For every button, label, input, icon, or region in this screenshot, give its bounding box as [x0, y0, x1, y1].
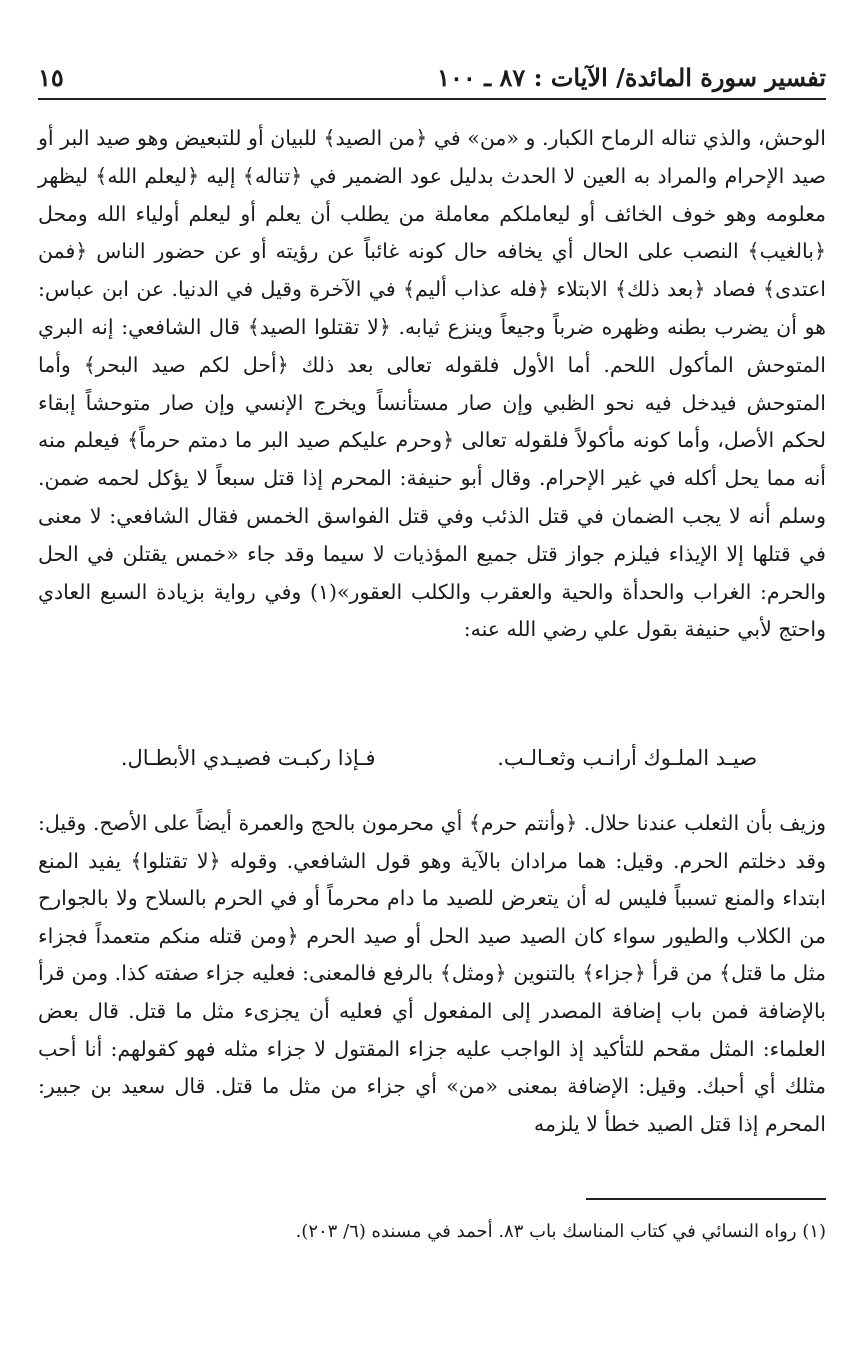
footnote-divider — [586, 1198, 826, 1200]
running-title: تفسير سورة المائدة/ الآيات : ٨٧ ـ ١٠٠ — [437, 63, 826, 92]
paragraph: وزيف بأن الثعلب عندنا حلال. ﴿وأنتم حرم﴾ أي محرمون بالحج والعمرة أيضاً على الأصح. وقيل: وقد دخلتم الحرم. وقيل: هما مرادان بالآية وهو قول الشافعي. وقوله ﴿لا تقتلوا﴾ يفيد المنع ابتداء والمنع تسبباً فليس له أن يتعرض للصيد ما دام محرماً أو في الحرم بالسلاح ولا بالجوارح من الكلاب والطيور سواء كان الصيد صيد الحل أو صيد الحرم ﴿ومن قتله منكم متعمداً فجزاء مثل ما قتل﴾ من قرأ ﴿جزاء﴾ بالتنوين ﴿ومثل﴾ بالرفع فالمعنى: فعليه جزاء صفته كذا. ومن قرأ بالإضافة فمن باب إضافة المصدر إلى المفعول أي فعليه أن يجزىء مثل ما قتل. قال بعض العلماء: المثل مقحم للتأكيد إذ الواجب عليه جزاء المقتول لا جزاء مثله فهو كقولهم: أنا أحب مثلك أي أحبك. وقيل: الإضافة بمعنى «من» أي جزاء من مثل ما قتل. قال سعيد بن جبير: المحرم إذا قتل الصيد خطأ لا يلزمه — [38, 811, 826, 1136]
main-text-block-1 — [38, 120, 826, 649]
page-header — [38, 52, 826, 100]
footnote: (١) رواه النسائي في كتاب المناسك باب ٨٣. أحمد في مسنده (٦/ ٢٠٣). — [295, 1221, 826, 1242]
page-number: ١٥ — [38, 63, 64, 92]
paragraph: الوحش، والذي تناله الرماح الكبار. و «من» في ﴿من الصيد﴾ للبيان أو للتبعيض وهو صيد البر أو صيد الإحرام والمراد به العين لا الحدث بدليل عود الضمير في ﴿تناله﴾ إليه ﴿ليعلم الله﴾ ليظهر معلومه وهو خوف الخائف أو ليعاملكم معاملة من يطلب أن يعلم أو ليعلم أولياء الله ومحل ﴿بالغيب﴾ النصب على الحال أي يخافه حال كونه غائباً عن رؤيته أو عن حضور الناس ﴿فمن اعتدى﴾ فصاد ﴿بعد ذلك﴾ الابتلاء ﴿فله عذاب أليم﴾ في الآخرة وقيل في الدنيا. عن ابن عباس: هو أن يضرب بطنه وظهره ضرباً وجيعاً وينزع ثيابه. ﴿لا تقتلوا الصيد﴾ قال الشافعي: إنه البري المتوحش المأكول اللحم. أما الأول فلقوله تعالى بعد ذلك ﴿أحل لكم صيد البحر﴾ وأما المتوحش فيدخل فيه نحو الظبي وإن صار مستأنساً ويخرج الإنسي وإن صار متوحشاً إبقاء لحكم الأصل، وأما كونه مأكولاً فلقوله تعالى ﴿وحرم عليكم صيد البر ما دمتم حرماً﴾ فيعلم منه أنه مما يحل أكله في غير الإحرام. وقال أبو حنيفة: المحرم إذا قتل سبعاً لا يؤكل لحمه ضمن. وسلم أنه لا يجب الضمان في قتل الذئب وفي قتل الفواسق الخمس فقال الشافعي: لا معنى في قتلها إلا الإيذاء فيلزم جواز قتل جميع المؤذيات لا سيما وقد جاء «خمس يقتلن في الحل والحرم: الغراب والحدأة والحية والعقرب والكلب العقور»(١) وفي رواية بزيادة السبع العادي واحتج لأبي حنيفة بقول علي رضي الله عنه: — [38, 126, 826, 642]
main-text-block-2 — [38, 805, 826, 1143]
poem-hemistich-second: فـإذا ركبـت فصيـدي الأبطـال. — [120, 746, 376, 770]
poem-verse — [60, 738, 818, 778]
poem-hemistich-first: صيـد الملـوك أرانـب وثعـالـب. — [497, 746, 758, 770]
